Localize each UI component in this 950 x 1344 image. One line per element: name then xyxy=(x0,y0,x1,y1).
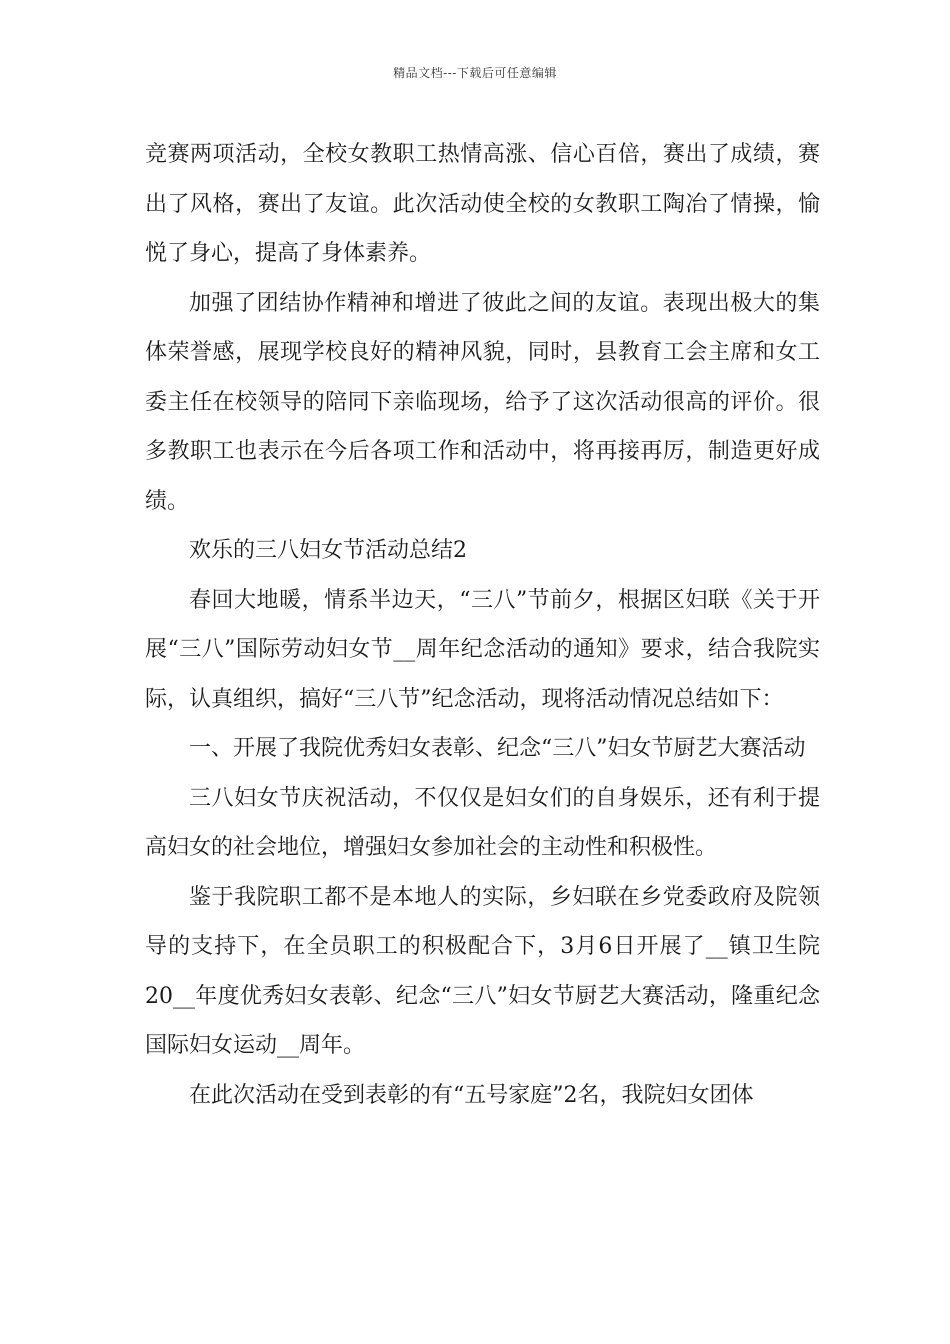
paragraph: 一、开展了我院优秀妇女表彰、纪念“三八”妇女节厨艺大赛活动 xyxy=(189,736,806,761)
page-header: 精品文档---下载后可任意编辑 xyxy=(393,66,557,80)
document-body xyxy=(145,130,820,1120)
paragraph: 加强了团结协作精神和增进了彼此之间的友谊。表现出极大的集体荣誉感，展现学校良好的精神风貌，同时，县教育工会主席和女工委主任在校领导的陪同下亲临现场，给予了这次活动很高的评价。很多教职工也表示在今后各项工作和活动中，将再接再厉，制造更好成绩。 xyxy=(145,290,820,514)
paragraph: 春回大地暖，情系半边天，“三八”节前夕，根据区妇联《关于开展“三八”国际劳动妇女节__周年纪念活动的通知》要求，结合我院实际，认真组织，搞好“三八节”纪念活动，现将活动情况总结如下： xyxy=(145,587,820,712)
paragraph: 鉴于我院职工都不是本地人的实际，乡妇联在乡党委政府及院领导的支持下，在全员职工的积极配合下，3月6日开展了__镇卫生院20__年度优秀妇女表彰、纪念“三八”妇女节厨艺大赛活动，隆重纪念国际妇女运动__周年。 xyxy=(145,884,820,1058)
paragraph: 竞赛两项活动，全校女教职工热情高涨、信心百倍，赛出了成绩，赛出了风格，赛出了友谊。此次活动使全校的女教职工陶冶了情操，愉悦了身心，提高了身体素养。 xyxy=(145,142,820,266)
section-title: 欢乐的三八妇女节活动总结2 xyxy=(189,538,467,563)
paragraph: 在此次活动在受到表彰的有“五号家庭”2名，我院妇女团体 xyxy=(189,1082,754,1108)
paragraph: 三八妇女节庆祝活动，不仅仅是妇女们的自身娱乐，还有利于提高妇女的社会地位，增强妇女参加社会的主动性和积极性。 xyxy=(145,785,820,860)
